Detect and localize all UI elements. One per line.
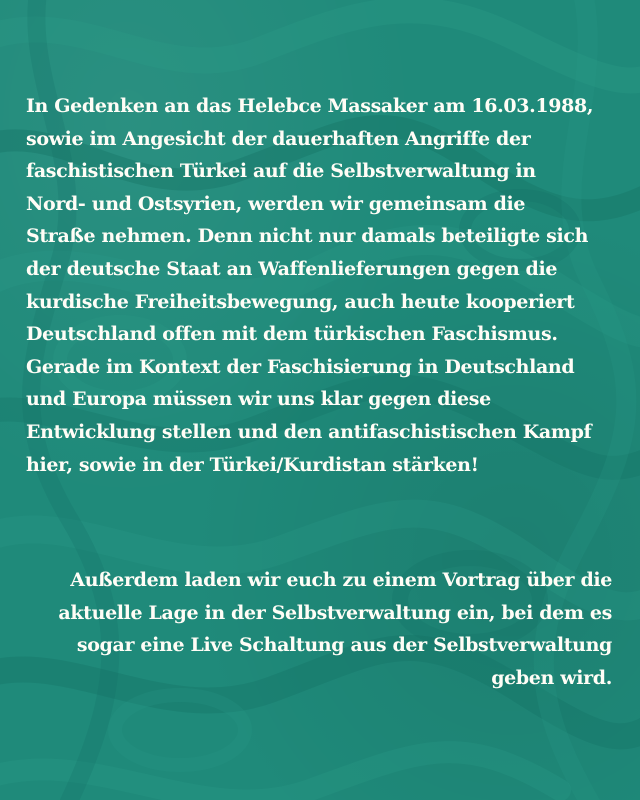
main-line: Gerade im Kontext der Faschisierung in Deutschland — [26, 355, 575, 378]
main-line: der deutsche Staat an Waffenlieferungen gegen die — [26, 257, 558, 280]
main-paragraph — [26, 90, 626, 481]
invitation-line: Außerdem laden wir euch zu einem Vortrag über die — [70, 569, 612, 591]
main-line: Straße nehmen. Denn nicht nur damals beteiligte sich — [26, 225, 589, 248]
main-line: und Europa müssen wir uns klar gegen diese — [26, 388, 491, 411]
invitation-paragraph — [12, 564, 612, 694]
invitation-line: geben wird. — [491, 666, 612, 689]
invitation-line: sogar eine Live Schaltung aus der Selbstverwaltung — [76, 634, 612, 657]
main-line: kurdische Freiheitsbewegung, auch heute kooperiert — [26, 290, 575, 313]
main-line: Nord- und Ostsyrien, werden wir gemeinsam die — [26, 192, 526, 215]
invitation-line: aktuelle Lage in der Selbstverwaltung ein, bei dem es — [58, 601, 612, 624]
main-line: Entwicklung stellen und den antifaschistischen Kampf — [26, 420, 592, 443]
main-line: sowie im Angesicht der dauerhaften Angriffe der — [26, 127, 531, 150]
main-line: Deutschland offen mit dem türkischen Faschismus. — [26, 323, 558, 346]
main-line: faschistischen Türkei auf die Selbstverwaltung in — [26, 160, 536, 183]
main-line: hier, sowie in der Türkei/Kurdistan stärken! — [26, 453, 479, 476]
main-line: In Gedenken an das Helebce Massaker am 16.03.1988, — [26, 95, 594, 117]
